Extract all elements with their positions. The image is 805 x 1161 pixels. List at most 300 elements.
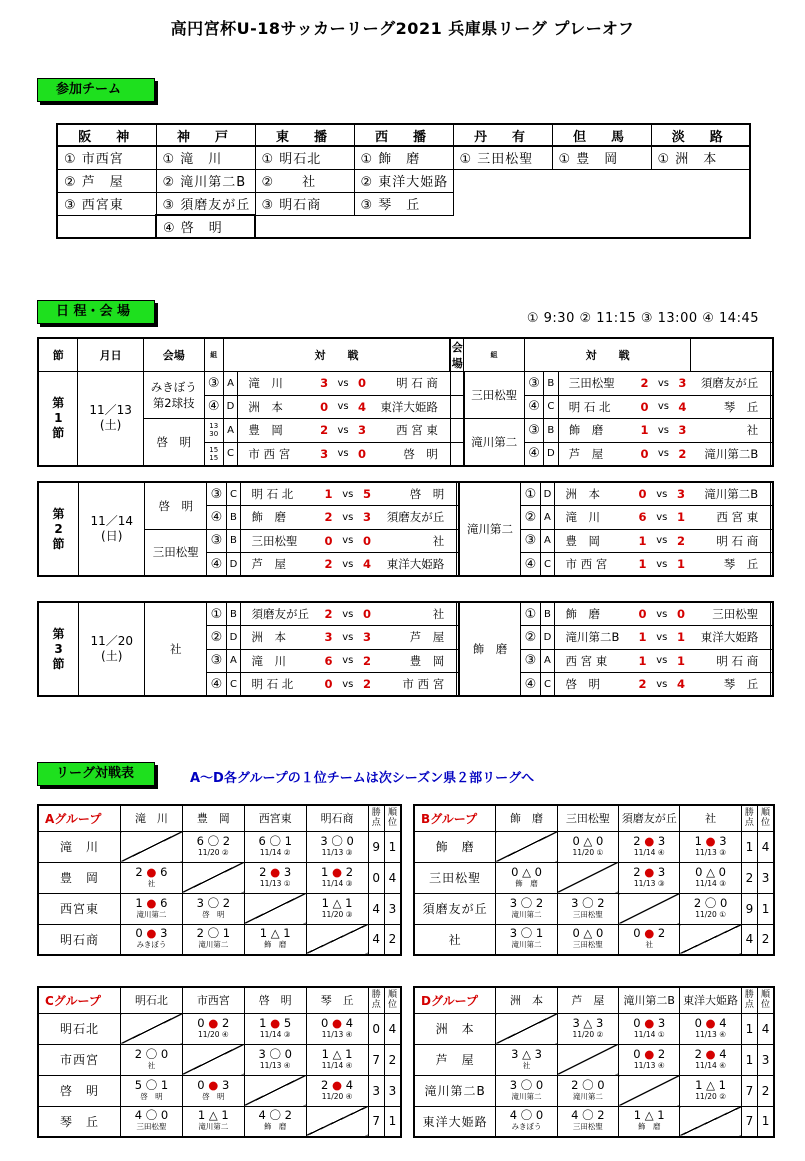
score-part: ● xyxy=(146,864,157,879)
opponent-header: 市西宮 xyxy=(182,987,244,1013)
away-team: 西 宮 東 xyxy=(690,506,771,530)
vs-label: vs xyxy=(337,482,358,506)
away-score: 0 xyxy=(672,602,689,626)
team-name: 啓 明 xyxy=(38,1075,121,1106)
score-part: 0 xyxy=(595,926,604,941)
spacer xyxy=(771,673,773,697)
score-part: ● xyxy=(270,1015,281,1030)
score-part: 〇 xyxy=(145,1077,158,1092)
team-row xyxy=(57,169,750,192)
vs-label: vs xyxy=(337,602,358,626)
away-team: 須磨友が丘 xyxy=(691,372,771,396)
spacer xyxy=(457,673,459,697)
date-cell: 11／14 (日) xyxy=(79,482,145,576)
score-part: △ xyxy=(522,1046,531,1061)
header-match: 対 戦 xyxy=(223,338,450,372)
away-score: 2 xyxy=(672,529,689,553)
points-header: 勝 点 xyxy=(368,987,385,1013)
score-part: 2 xyxy=(597,1108,605,1123)
result-score xyxy=(558,927,618,939)
vs-label: vs xyxy=(337,553,358,577)
vs-label: vs xyxy=(337,529,358,553)
result-detail: 啓 明 xyxy=(140,1091,163,1101)
group-cell: A xyxy=(223,419,238,443)
home-score: 1 xyxy=(634,553,651,577)
result-detail: 三田松聖 xyxy=(572,940,603,950)
score-part: 4 xyxy=(345,1015,354,1030)
score-part: ● xyxy=(208,1077,219,1092)
result-score xyxy=(558,835,618,847)
score-part: 2 xyxy=(657,1046,666,1061)
score-part: ● xyxy=(644,1015,655,1030)
result-cell xyxy=(182,1044,244,1075)
match-row xyxy=(38,529,773,553)
score-part: △ xyxy=(644,1108,654,1123)
match-row xyxy=(38,482,773,506)
score-part: 1 xyxy=(197,1108,206,1123)
team-cell: ③ 琴 丘 xyxy=(354,192,453,215)
rank-value: 2 xyxy=(385,924,402,955)
result-detail: 社 xyxy=(522,1060,531,1070)
score-part: ● xyxy=(332,1015,343,1030)
score-part: 0 xyxy=(572,926,580,941)
result-score xyxy=(680,1079,740,1091)
result-score xyxy=(183,927,244,939)
page-title: 高円宮杯U-18サッカーリーグ2021 兵庫県リーグ プレーオフ xyxy=(170,19,635,38)
result-score xyxy=(121,897,182,909)
result-cell xyxy=(496,1075,557,1106)
result-score xyxy=(183,1109,244,1121)
score-part: ● xyxy=(332,1077,343,1092)
result-detail: 11/20 ② xyxy=(572,1029,604,1039)
result-cell xyxy=(619,924,680,955)
slot-cell: ④ xyxy=(207,506,226,530)
result-cell xyxy=(496,924,557,955)
away-team: 芦 屋 xyxy=(376,626,457,650)
team-name: 琴 丘 xyxy=(38,1106,121,1137)
spacer xyxy=(771,372,773,396)
result-score xyxy=(245,1109,306,1121)
region-header: 神 戸 xyxy=(156,124,255,146)
result-cell xyxy=(557,893,618,924)
result-cell xyxy=(306,1075,368,1106)
team-name: 明石商 xyxy=(38,924,121,955)
result-cell xyxy=(557,924,618,955)
score-part: ● xyxy=(208,1015,219,1030)
result-detail: 飾 磨 xyxy=(263,1122,287,1132)
team-cell xyxy=(552,192,651,215)
score-part: 〇 xyxy=(582,1108,594,1123)
result-detail: 三田松聖 xyxy=(136,1122,167,1132)
rank-value: 1 xyxy=(385,831,402,862)
league-row xyxy=(38,1106,401,1137)
header-setsu: 節 xyxy=(38,338,78,372)
score-part: 0 xyxy=(511,864,519,879)
score-part: 1 xyxy=(695,1077,703,1092)
league-row xyxy=(38,924,401,955)
team-name: 滝 川 xyxy=(38,831,121,862)
result-cell xyxy=(121,893,183,924)
result-score xyxy=(245,927,306,939)
group-cell: D xyxy=(226,626,241,650)
away-team: 東洋大姫路 xyxy=(370,395,450,419)
away-score: 0 xyxy=(358,529,375,553)
score-part: △ xyxy=(208,1108,218,1123)
home-score: 6 xyxy=(634,506,651,530)
score-part: ● xyxy=(705,1046,716,1061)
group-cell: B xyxy=(226,529,241,553)
score-part: ● xyxy=(146,895,157,910)
group-cell: C xyxy=(226,482,241,506)
group-cell: D xyxy=(223,395,238,419)
result-detail: 11/13 ④ xyxy=(321,1029,353,1039)
result-cell xyxy=(121,924,183,955)
result-cell xyxy=(244,924,306,955)
score-part: ● xyxy=(644,926,655,941)
points-header: 勝 点 xyxy=(368,805,385,831)
slot-cell: ④ xyxy=(521,553,540,577)
score-part: 4 xyxy=(719,1046,727,1061)
opponent-header: 洲 本 xyxy=(496,987,557,1013)
vs-label: vs xyxy=(651,649,672,673)
away-score: 0 xyxy=(358,602,375,626)
home-team: 明 石 北 xyxy=(241,482,320,506)
spacer xyxy=(771,649,773,673)
away-team: 西 宮 東 xyxy=(370,419,450,443)
score-part: 4 xyxy=(719,1015,727,1030)
home-team: 滝 川 xyxy=(241,649,320,673)
score-part: 2 xyxy=(222,895,231,910)
team-cell: ① 洲 本 xyxy=(651,146,750,169)
score-part: 3 xyxy=(657,864,666,879)
spacer xyxy=(771,529,773,553)
away-team: 滝川第二B xyxy=(690,482,771,506)
result-cell xyxy=(121,862,183,893)
vs-label: vs xyxy=(337,673,358,697)
league-row xyxy=(414,862,774,893)
result-score xyxy=(307,1079,368,1091)
score-part: 3 xyxy=(509,895,518,910)
result-score xyxy=(680,866,740,878)
away-team: 琴 丘 xyxy=(690,673,771,697)
result-cell xyxy=(182,893,244,924)
group-cell: B xyxy=(226,602,241,626)
group-cell: D xyxy=(544,442,559,466)
score-part: 1 xyxy=(221,1108,229,1123)
score-part: 〇 xyxy=(269,833,281,848)
rank-value: 2 xyxy=(758,924,774,955)
result-cell xyxy=(244,893,306,924)
result-detail: 滝川第二 xyxy=(198,1122,229,1132)
score-part: △ xyxy=(270,926,280,941)
result-detail: 滝川第二 xyxy=(511,909,542,919)
date-cell: 11／20 (土) xyxy=(79,602,145,696)
score-part: △ xyxy=(332,895,342,910)
result-score xyxy=(183,835,244,847)
score-part: 3 xyxy=(509,1077,518,1092)
home-score: 2 xyxy=(320,553,337,577)
result-cell xyxy=(306,1013,368,1044)
away-team: 啓 明 xyxy=(370,442,450,466)
team-cell xyxy=(255,215,354,238)
team-cell: ① 明石北 xyxy=(255,146,354,169)
away-team: 琴 丘 xyxy=(690,553,771,577)
venue-cell: 啓 明 xyxy=(145,482,207,529)
away-score: 3 xyxy=(358,506,375,530)
group-cell: A xyxy=(540,529,555,553)
team-row xyxy=(57,192,750,215)
score-part: 0 xyxy=(694,1015,702,1030)
home-score: 0 xyxy=(634,602,651,626)
score-part: 〇 xyxy=(269,1046,281,1061)
group-cell: C xyxy=(226,673,241,697)
vs-label: vs xyxy=(651,626,672,650)
score-part: ● xyxy=(146,926,157,941)
score-part: 4 xyxy=(345,1077,354,1092)
slot-cell: ③ xyxy=(207,649,226,673)
league-row xyxy=(38,1075,401,1106)
team-cell: ② 社 xyxy=(255,169,354,192)
match-row xyxy=(38,419,773,443)
score-part: 1 xyxy=(135,895,143,910)
opponent-header: 滝川第二B xyxy=(619,987,680,1013)
result-cell xyxy=(182,862,244,893)
score-part: 0 xyxy=(197,1015,205,1030)
score-part: 1 xyxy=(222,926,231,941)
away-score: 2 xyxy=(358,649,375,673)
rank-value: 4 xyxy=(758,1013,774,1044)
team-cell: ② 東洋大姫路 xyxy=(354,169,453,192)
score-part: 1 xyxy=(345,1046,353,1061)
team-name: 西宮東 xyxy=(38,893,121,924)
group-cell: C xyxy=(544,395,559,419)
result-cell xyxy=(619,1075,680,1106)
score-part: 0 xyxy=(633,1046,641,1061)
result-cell xyxy=(680,831,741,862)
region-header: 但 馬 xyxy=(552,124,651,146)
result-detail: 滝川第二 xyxy=(572,1091,603,1101)
result-detail: 11/14 ① xyxy=(633,1029,665,1039)
venue-cell: 啓 明 xyxy=(143,419,204,466)
match-row xyxy=(38,372,773,396)
result-score xyxy=(307,1017,368,1029)
result-cell xyxy=(306,831,368,862)
opponent-header: 東洋大姫路 xyxy=(680,987,741,1013)
score-part: 0 xyxy=(597,1077,605,1092)
away-score: 1 xyxy=(672,626,689,650)
slot-cell: ③ xyxy=(204,372,223,396)
team-cell xyxy=(354,215,453,238)
opponent-header: 須磨友が丘 xyxy=(619,805,680,831)
result-cell xyxy=(121,1106,183,1137)
result-cell xyxy=(182,1013,244,1044)
region-header: 西 播 xyxy=(354,124,453,146)
score-part: △ xyxy=(583,926,593,941)
team-name: 洲 本 xyxy=(414,1013,496,1044)
score-part: 3 xyxy=(509,926,518,941)
home-score: 2 xyxy=(636,372,653,396)
home-team: 明 石 北 xyxy=(241,673,320,697)
vs-label: vs xyxy=(337,626,358,650)
score-part: 6 xyxy=(258,833,266,848)
home-team: 芦 屋 xyxy=(558,442,636,466)
points-header: 勝 点 xyxy=(741,805,757,831)
slot-cell: ② xyxy=(521,626,540,650)
team-name: 飾 磨 xyxy=(414,831,496,862)
schedule-block xyxy=(37,601,774,697)
opponent-header: 芦 屋 xyxy=(557,987,618,1013)
team-name: 芦 屋 xyxy=(414,1044,496,1075)
team-cell: ① 豊 岡 xyxy=(552,146,651,169)
slot-cell: ③ xyxy=(525,372,544,396)
team-cell: ③ 明石商 xyxy=(255,192,354,215)
vs-label: vs xyxy=(653,395,674,419)
home-score: 3 xyxy=(316,372,333,396)
header-group: 組 xyxy=(464,338,525,372)
vs-label: vs xyxy=(333,419,354,443)
result-cell xyxy=(496,862,557,893)
home-score: 1 xyxy=(634,626,651,650)
home-team: 滝川第二B xyxy=(555,626,634,650)
home-score: 0 xyxy=(320,529,337,553)
away-team: 市 西 宮 xyxy=(376,673,457,697)
score-part: ● xyxy=(270,864,281,879)
away-team: 明 石 商 xyxy=(690,649,771,673)
away-team: 滝川第二B xyxy=(691,442,771,466)
spacer xyxy=(771,506,773,530)
score-part: 3 xyxy=(160,926,168,941)
spacer xyxy=(771,395,773,419)
vs-label: vs xyxy=(653,442,674,466)
team-name: 豊 岡 xyxy=(38,862,121,893)
result-detail: みきぼう xyxy=(511,1122,542,1132)
opponent-header: 豊 岡 xyxy=(182,805,244,831)
vs-label: vs xyxy=(337,649,358,673)
home-score: 0 xyxy=(636,442,653,466)
slot-cell: ③ xyxy=(207,529,226,553)
score-part: △ xyxy=(583,833,593,848)
home-team: 飾 磨 xyxy=(241,506,320,530)
result-cell xyxy=(557,1044,618,1075)
team-name: 社 xyxy=(414,924,496,955)
score-part: 2 xyxy=(345,864,354,879)
spacer xyxy=(450,419,463,443)
slot-cell: ③ xyxy=(207,482,226,506)
opponent-header: 社 xyxy=(680,805,741,831)
score-part: 2 xyxy=(259,864,267,879)
result-detail: 11/13 ③ xyxy=(633,878,665,888)
result-detail: 11/20 ③ xyxy=(321,909,353,919)
schedule-block xyxy=(37,481,774,577)
result-detail: 11/20 ① xyxy=(572,847,604,857)
slot-cell: ④ xyxy=(525,442,544,466)
away-team: 東洋大姫路 xyxy=(690,626,771,650)
away-team: 三田松聖 xyxy=(690,602,771,626)
result-detail: 11/14 ③ xyxy=(321,878,353,888)
result-cell xyxy=(121,1075,183,1106)
away-score: 4 xyxy=(674,395,691,419)
result-score xyxy=(496,927,556,939)
rank-value: 1 xyxy=(758,893,774,924)
vs-label: vs xyxy=(651,553,672,577)
score-part: 0 xyxy=(633,1015,641,1030)
rank-header: 順 位 xyxy=(385,805,402,831)
result-cell xyxy=(680,924,741,955)
score-part: 3 xyxy=(534,1046,542,1061)
league-header xyxy=(38,805,401,831)
result-detail: 三田松聖 xyxy=(572,1122,603,1132)
home-team: 明 石 北 xyxy=(558,395,636,419)
result-score xyxy=(496,897,556,909)
slot-cell: ④ xyxy=(521,673,540,697)
score-part: 1 xyxy=(657,1108,665,1123)
away-team: 須磨友が丘 xyxy=(376,506,457,530)
league-header xyxy=(414,805,774,831)
home-score: 2 xyxy=(320,602,337,626)
score-part: 1 xyxy=(321,1046,329,1061)
team-cell: ② 滝川第二B xyxy=(156,169,255,192)
league-row xyxy=(414,924,774,955)
group-cell: A xyxy=(223,372,238,396)
team-cell xyxy=(453,192,552,215)
score-part: 4 xyxy=(509,1108,518,1123)
slot-cell: ④ xyxy=(207,673,226,697)
score-part: 1 xyxy=(284,833,292,848)
result-detail: 11/13 ① xyxy=(259,878,291,888)
result-cell xyxy=(680,1013,741,1044)
header-venue: 会場 xyxy=(450,338,463,372)
result-detail: 11/13 ④ xyxy=(633,1060,665,1070)
score-part: 2 xyxy=(693,895,702,910)
region-header: 丹 有 xyxy=(453,124,552,146)
group-cell: A xyxy=(540,506,555,530)
score-part: 3 xyxy=(572,1015,580,1030)
result-cell xyxy=(306,862,368,893)
team-name: 明石北 xyxy=(38,1013,121,1044)
home-score: 1 xyxy=(320,482,337,506)
result-score xyxy=(245,1017,306,1029)
league-row xyxy=(414,1075,774,1106)
points-header: 勝 点 xyxy=(741,987,757,1013)
team-name: 三田松聖 xyxy=(414,862,496,893)
slot-cell: ① xyxy=(207,602,226,626)
score-part: 2 xyxy=(571,1077,579,1092)
group-cell: C xyxy=(223,442,238,466)
team-name: 東洋大姫路 xyxy=(414,1106,496,1137)
result-detail: 飾 磨 xyxy=(263,940,287,950)
result-cell xyxy=(244,862,306,893)
points-value: 7 xyxy=(741,1106,757,1137)
score-part: 0 xyxy=(695,864,703,879)
spacer xyxy=(771,626,773,650)
group-name: Cグループ xyxy=(38,987,121,1013)
spacer xyxy=(457,506,459,530)
result-detail: 11/14 ④ xyxy=(321,1060,353,1070)
team-cell: ① 滝 川 xyxy=(156,146,255,169)
match-row xyxy=(38,602,773,626)
result-score xyxy=(558,897,618,909)
home-team: 芦 屋 xyxy=(241,553,320,577)
away-score: 0 xyxy=(354,372,371,396)
league-row xyxy=(414,893,774,924)
score-part: 〇 xyxy=(704,895,717,910)
group-cell: A xyxy=(540,649,555,673)
result-score xyxy=(680,897,740,909)
score-part: 6 xyxy=(160,895,168,910)
result-score xyxy=(307,866,368,878)
home-score: 1 xyxy=(636,419,653,443)
result-cell xyxy=(182,1106,244,1137)
